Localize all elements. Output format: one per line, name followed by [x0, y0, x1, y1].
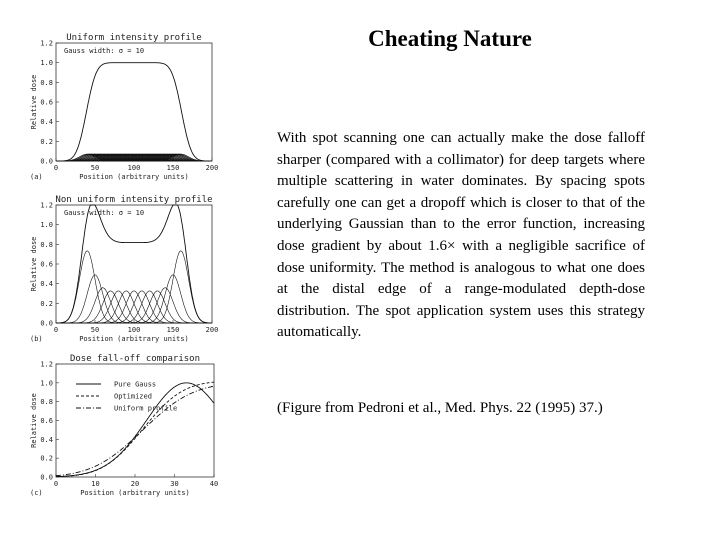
figure-panels — [0, 0, 260, 540]
x-tick-label: 50 — [90, 164, 100, 172]
spot-gaussian — [56, 291, 212, 323]
y-tick-label: 1.0 — [40, 59, 53, 68]
plot-title: Uniform intensity profile — [66, 33, 202, 43]
spot-gaussian — [56, 291, 212, 323]
x-tick-label: 50 — [90, 326, 100, 334]
y-tick-label: 0.4 — [40, 280, 53, 289]
y-tick-label: 0.0 — [40, 157, 53, 166]
panel-label: (c) — [30, 489, 43, 497]
y-tick-label: 1.2 — [40, 360, 53, 369]
body-text: With spot scanning one can actually make the dose falloff sharper (compared with a collimator) for deep targets where multiple scattering in water dominates. By spacing spots carefully one can get a dropoff which is closer to that of the underlying Gaussian than to the error function, increasing dose gradient by about 1.6× with a negligible sacrifice of dose uniformity. The method is analogous to what one does at the distal edge of a range-modulated depth-dose distribution. The spot application system uses this strategy automatically. — [277, 130, 645, 341]
y-axis-label: Relative dose — [30, 393, 38, 448]
y-tick-label: 0.4 — [40, 435, 53, 444]
y-tick-label: 1.2 — [40, 39, 53, 48]
spot-gaussian — [56, 251, 212, 323]
spot-gaussian — [56, 291, 212, 323]
spot-gaussian — [56, 275, 212, 323]
y-tick-label: 0.2 — [40, 137, 53, 146]
y-tick-label: 0.2 — [40, 299, 53, 308]
y-tick-label: 0.6 — [40, 417, 53, 425]
x-tick-label: 0 — [53, 480, 59, 488]
y-tick-label: 0.8 — [40, 240, 53, 249]
panel-label: (a) — [30, 173, 43, 181]
y-tick-label: 0.0 — [40, 319, 53, 328]
gauss-width-annotation: Gauss width: σ = 10 — [64, 209, 145, 217]
x-tick-label: 100 — [127, 326, 141, 334]
x-axis-label: Position (arbitrary units) — [79, 335, 189, 343]
legend-label: Uniform profile — [114, 404, 178, 413]
x-tick-label: 20 — [130, 480, 140, 488]
x-tick-label: 30 — [170, 480, 179, 488]
x-axis-label: Position (arbitrary units) — [80, 489, 190, 497]
gauss-width-annotation: Gauss width: σ = 10 — [64, 47, 145, 55]
spot-gaussian — [56, 251, 212, 323]
y-tick-label: 0.8 — [40, 398, 53, 407]
y-tick-label: 0.6 — [40, 260, 53, 269]
spot-gaussian — [56, 291, 212, 323]
total-dose-curve — [56, 63, 212, 161]
slide-title: Cheating Nature — [368, 26, 532, 51]
total-dose-curve — [56, 205, 212, 323]
plot-title: Non uniform intensity profile — [55, 195, 213, 205]
plot-frame — [56, 205, 212, 323]
x-tick-label: 0 — [53, 326, 59, 334]
x-tick-label: 200 — [205, 164, 219, 172]
spot-gaussian — [56, 275, 212, 323]
x-tick-label: 0 — [53, 164, 59, 172]
figure-citation: (Figure from Pedroni et al., Med. Phys. 22 (1995) 37.) — [277, 400, 603, 416]
legend-label: Pure Gauss — [114, 380, 157, 389]
x-axis-label: Position (arbitrary units) — [79, 173, 189, 181]
spot-gaussian — [56, 288, 212, 323]
spot-gaussian — [56, 291, 212, 323]
y-axis-label: Relative dose — [30, 74, 38, 130]
y-tick-label: 0.6 — [40, 98, 53, 107]
panel-label: (b) — [30, 335, 43, 343]
y-tick-label: 0.8 — [40, 78, 53, 87]
x-tick-label: 150 — [166, 326, 180, 334]
y-tick-label: 0.4 — [40, 118, 53, 127]
y-tick-label: 1.0 — [40, 379, 53, 388]
y-axis-label: Relative dose — [30, 236, 38, 292]
y-tick-label: 0.0 — [40, 473, 53, 482]
x-tick-label: 150 — [166, 164, 180, 172]
plot-title: Dose fall-off comparison — [69, 354, 201, 364]
x-tick-label: 200 — [205, 326, 219, 334]
y-tick-label: 1.0 — [40, 221, 53, 230]
spot-gaussian — [56, 291, 212, 323]
x-tick-label: 40 — [209, 480, 219, 488]
spot-gaussian — [56, 288, 212, 323]
spot-gaussian — [56, 291, 212, 323]
x-tick-label: 100 — [127, 164, 141, 172]
y-tick-label: 1.2 — [40, 201, 53, 210]
y-tick-label: 0.2 — [40, 454, 53, 463]
x-tick-label: 10 — [91, 480, 100, 488]
legend-label: Optimized — [114, 392, 152, 401]
